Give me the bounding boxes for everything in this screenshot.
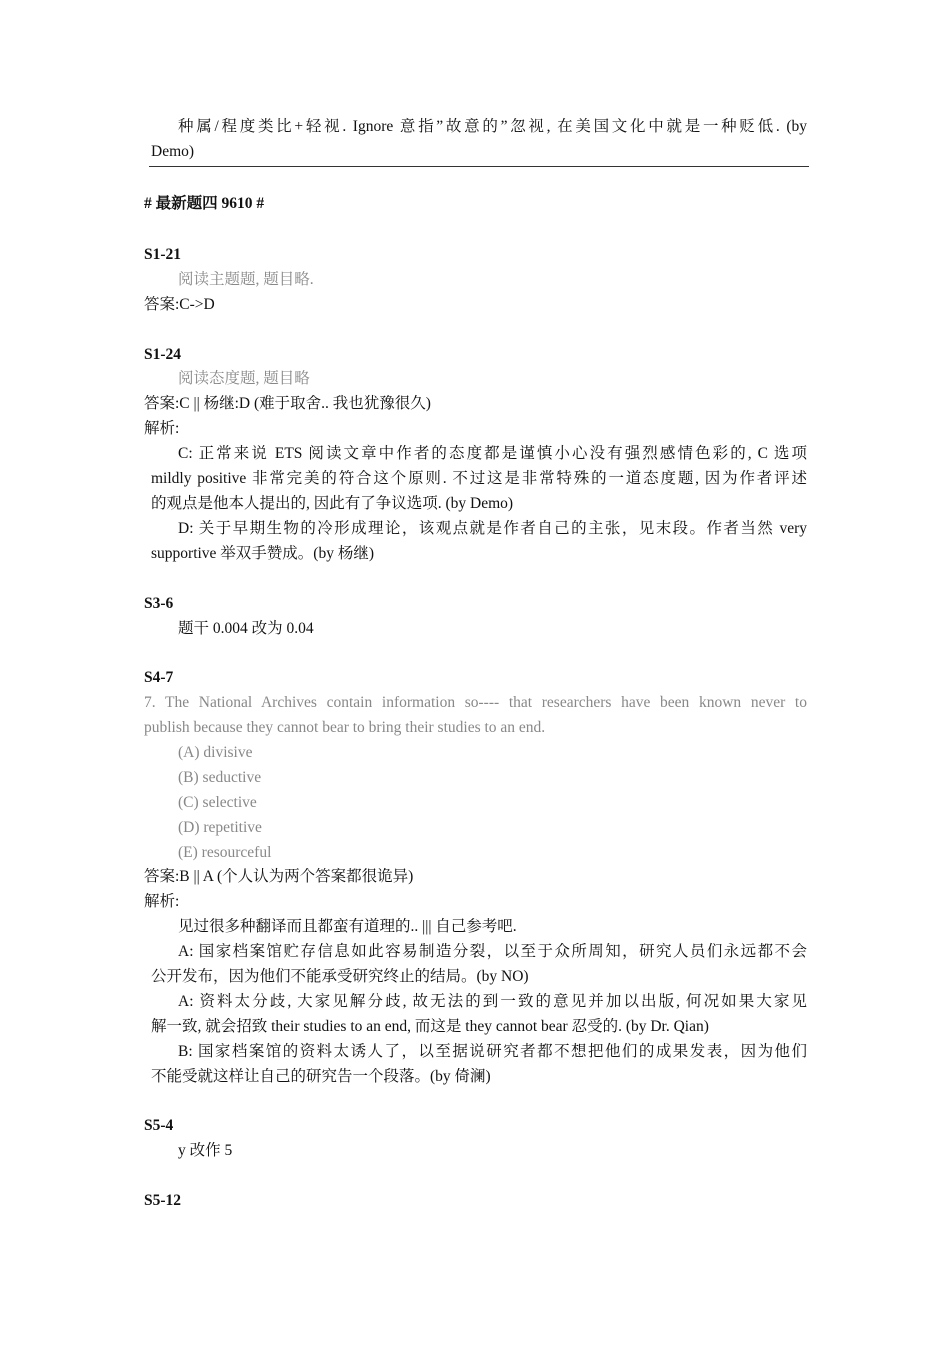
note-line: 题干 0.004 改为 0.04 xyxy=(178,620,314,637)
analysis-paragraph-line: 的观点是他本人提出的, 因此有了争议选项. (by Demo) xyxy=(151,495,514,512)
analysis-paragraph-line: A: 国家档案馆贮存信息如此容易制造分裂，以至于众所周知，研究人员们永远都不会 xyxy=(178,943,807,960)
analysis-paragraph-line: 公开发布，因为他们不能承受研究终止的结局。(by NO) xyxy=(151,968,529,985)
analysis-intro: 见过很多种翻译而且都蛮有道理的.. ||| 自己参考吧. xyxy=(178,918,517,935)
answer-line: 答案:C || 杨继:D (难于取舍.. 我也犹豫很久) xyxy=(144,395,431,412)
question-label-s1-21: S1-21 xyxy=(144,246,182,263)
analysis-paragraph-line: 解一致, 就会招致 their studies to an end, 而这是 they cannot bear 忍受的. (by Dr. Qian) xyxy=(151,1018,709,1035)
analysis-label: 解析: xyxy=(144,893,180,910)
answer-line: 答案:C->D xyxy=(144,296,215,313)
question-label-s5-12: S5-12 xyxy=(144,1192,182,1209)
question-stem-line: 7. The National Archives contain information so---- that researchers have been known never to xyxy=(144,694,807,711)
note-line: y 改作 5 xyxy=(178,1142,233,1159)
analysis-paragraph-line: D: 关于早期生物的冷形成理论，该观点就是作者自己的主张，见末段。作者当然 very xyxy=(178,520,807,537)
answer-option: (E) resourceful xyxy=(178,844,272,861)
analysis-label: 解析: xyxy=(144,420,180,437)
question-stem-line: publish because they cannot bear to bring their studies to an end. xyxy=(144,719,546,736)
answer-option: (B) seductive xyxy=(178,769,262,786)
answer-option: (A) divisive xyxy=(178,744,253,761)
top-paragraph-line: 种属/程度类比+轻视. Ignore 意指”故意的”忽视, 在美国文化中就是一种贬低. (by xyxy=(178,118,807,135)
analysis-paragraph-line: A: 资料太分歧, 大家见解分歧, 故无法的到一致的意见并加以出版, 何况如果大家见 xyxy=(178,993,807,1010)
horizontal-rule xyxy=(149,166,809,167)
question-label-s1-24: S1-24 xyxy=(144,346,182,363)
analysis-paragraph-line: B: 国家档案馆的资料太诱人了，以至据说研究者都不想把他们的成果发表，因为他们 xyxy=(178,1043,807,1060)
analysis-paragraph-line: mildly positive 非常完美的符合这个原则. 不过这是非常特殊的一道态度题, 因为作者评述 xyxy=(151,470,807,487)
answer-option: (C) selective xyxy=(178,794,257,811)
analysis-paragraph-line: C: 正常来说 ETS 阅读文章中作者的态度都是谨慎小心没有强烈感情色彩的, C 选项 xyxy=(178,445,807,462)
question-label-s4-7: S4-7 xyxy=(144,669,174,686)
question-label-s5-4: S5-4 xyxy=(144,1117,174,1134)
question-text: 阅读主题题, 题目略. xyxy=(178,271,314,288)
question-label-s3-6: S3-6 xyxy=(144,595,174,612)
analysis-paragraph-line: supportive 举双手赞成。(by 杨继) xyxy=(151,545,375,562)
answer-line: 答案:B || A (个人认为两个答案都很诡异) xyxy=(144,868,414,885)
question-text: 阅读态度题, 题目略 xyxy=(178,370,310,387)
answer-option: (D) repetitive xyxy=(178,819,262,836)
section-title: # 最新题四 9610 # xyxy=(144,195,265,212)
analysis-paragraph-line: 不能受就这样让自己的研究告一个段落。(by 倚澜) xyxy=(151,1068,491,1085)
top-paragraph-line: Demo) xyxy=(151,143,195,160)
